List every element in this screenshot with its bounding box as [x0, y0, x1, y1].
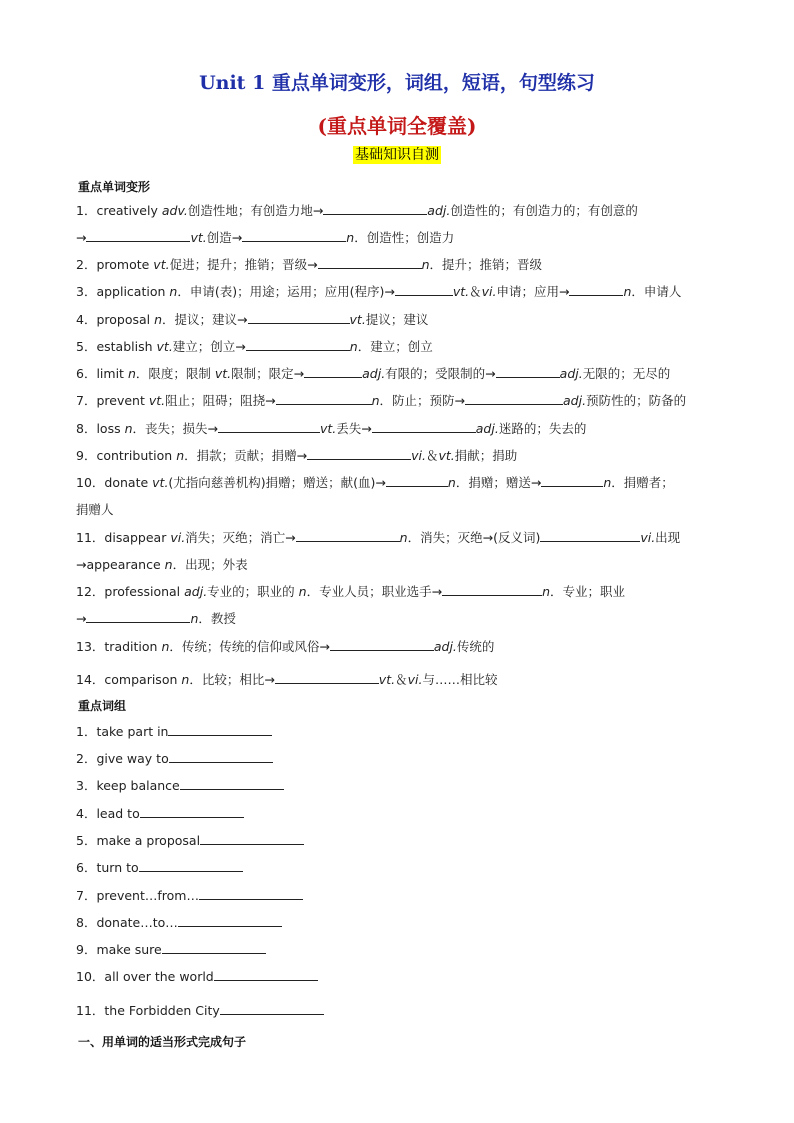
phrase-item [76, 1002, 324, 1020]
answer-blank[interactable] [169, 750, 273, 763]
word-text: 出现 [655, 530, 681, 545]
word-text: ＆ [395, 672, 408, 687]
pos-label: vt. [214, 366, 232, 381]
word-text: 11．disappear [76, 530, 171, 545]
word-item-5 [76, 338, 433, 356]
answer-blank[interactable] [275, 671, 379, 684]
answer-blank[interactable] [540, 529, 640, 542]
answer-blank[interactable] [86, 229, 190, 242]
word-text: ．专业人员；职业选手→ [306, 584, 443, 599]
word-text: 12．professional [76, 584, 185, 599]
phrase-item [76, 859, 243, 877]
pos-label: adj. [475, 421, 499, 436]
word-text: 6．limit [76, 366, 128, 381]
word-item-12-line2 [76, 610, 236, 628]
pos-label: adj. [563, 393, 587, 408]
pos-label: vt. [438, 448, 455, 463]
word-text: ．防止；预防→ [379, 393, 466, 408]
document-title: Unit 1 重点单词变形，词组，短语，句型练习 [199, 72, 595, 94]
pos-label: n [164, 557, 173, 572]
pos-label: adj. [559, 366, 583, 381]
answer-blank[interactable] [200, 832, 304, 845]
word-text: 有限的；受限制的→ [385, 366, 496, 381]
phrase-item [76, 968, 318, 986]
pos-label: vt. [153, 257, 170, 272]
word-text: ．专业；职业 [550, 584, 626, 599]
answer-blank[interactable] [307, 447, 411, 460]
word-text: 促进；提升；推销；晋级→ [169, 257, 318, 272]
word-text: 3．application [76, 284, 170, 299]
word-item-4 [76, 311, 428, 329]
pos-label: n [298, 584, 307, 599]
phrase-text: 8．donate…to… [76, 915, 178, 930]
pos-label: vt. [190, 230, 207, 245]
self-test-badge [0, 144, 794, 164]
document-subtitle: (重点单词全覆盖) [317, 114, 477, 138]
pos-label: vi. [170, 530, 186, 545]
pos-label: vt. [320, 421, 337, 436]
phrase-item [76, 805, 244, 823]
word-text: 8．loss [76, 421, 125, 436]
word-text: ．丧失；损失→ [132, 421, 218, 436]
word-item-9 [76, 447, 517, 465]
word-text: ．提升；推销；晋级 [429, 257, 543, 272]
word-text: 1．creatively [76, 203, 162, 218]
word-text: →appearance [76, 557, 165, 572]
word-text: ．申请(表)；用途；运用；应用(程序)→ [177, 284, 395, 299]
answer-blank[interactable] [214, 968, 318, 981]
word-text: 2．promote [76, 257, 154, 272]
phrase-item [76, 750, 273, 768]
phrase-text: 1．take part in [76, 724, 169, 739]
pos-label: n [542, 584, 551, 599]
word-text: 消失；灭绝；消亡→ [185, 530, 296, 545]
answer-blank[interactable] [372, 420, 476, 433]
word-text: 7．prevent [76, 393, 149, 408]
word-item-13 [76, 638, 494, 656]
word-item-10-line2 [76, 501, 114, 519]
word-text: 创造→ [206, 230, 243, 245]
word-item-1-line1 [76, 202, 638, 220]
answer-blank[interactable] [304, 365, 362, 378]
word-text: 建立；创立→ [172, 339, 246, 354]
word-text: 专业的；职业的 [207, 584, 299, 599]
answer-blank[interactable] [318, 256, 422, 269]
word-text: 捐赠人 [76, 502, 114, 517]
phrase-item [76, 914, 282, 932]
pos-label: adj. [184, 584, 208, 599]
word-text: 9．contribution [76, 448, 177, 463]
word-text: ．比较；相比→ [189, 672, 275, 687]
pos-label: adj. [427, 203, 451, 218]
pos-label: n [127, 366, 136, 381]
answer-blank[interactable] [199, 887, 303, 900]
word-text: 4．proposal [76, 312, 155, 327]
pos-label: vi. [411, 448, 426, 463]
phrase-text: 7．prevent…from… [76, 888, 199, 903]
word-text: ．建立；创立 [357, 339, 433, 354]
pos-label: n [190, 611, 199, 626]
word-text: 与……相比较 [422, 672, 498, 687]
word-text: ．捐赠；赠送→ [455, 475, 542, 490]
word-text: 创造性地；有创造力地→ [187, 203, 324, 218]
word-item-10-line1 [76, 474, 674, 492]
answer-blank[interactable] [496, 365, 560, 378]
answer-blank[interactable] [386, 474, 448, 487]
answer-blank[interactable] [168, 723, 272, 736]
pos-label: n [161, 639, 170, 654]
word-item-12-line1 [76, 583, 625, 601]
answer-blank[interactable] [220, 1002, 324, 1015]
word-item-7 [76, 392, 686, 410]
word-text: → [76, 230, 87, 245]
pos-label: vt. [156, 339, 173, 354]
word-item-6 [76, 365, 670, 383]
word-text: 预防性的；防备的 [586, 393, 687, 408]
word-text: ．传统；传统的信仰或风俗→ [169, 639, 330, 654]
answer-blank[interactable] [442, 583, 542, 596]
phrase-text: 4．lead to [76, 806, 140, 821]
answer-blank[interactable] [465, 392, 563, 405]
word-text: 迷路的；失去的 [498, 421, 587, 436]
word-text: 捐献；捐助 [454, 448, 518, 463]
pos-label: n [623, 284, 632, 299]
answer-blank[interactable] [323, 202, 427, 215]
answer-blank[interactable] [139, 859, 243, 872]
word-text: ．捐款；贡献；捐赠→ [184, 448, 308, 463]
word-text: 14．comparison [76, 672, 182, 687]
pos-label: n [176, 448, 185, 463]
word-text: 10．donate [76, 475, 153, 490]
pos-label: vi. [481, 284, 497, 299]
answer-blank[interactable] [140, 805, 244, 818]
section-heading-exercise: 一、用单词的适当形式完成句子 [78, 1035, 247, 1049]
pos-label: adj. [362, 366, 386, 381]
word-text: 13．tradition [76, 639, 162, 654]
word-item-14 [76, 671, 497, 689]
word-item-3 [76, 283, 681, 301]
word-text: 申请；应用→ [496, 284, 570, 299]
phrase-text: 6．turn to [76, 860, 139, 875]
phrase-text: 2．give way to [76, 751, 169, 766]
pos-label: vi. [407, 672, 423, 687]
word-text: ．申请人 [631, 284, 682, 299]
phrase-item [76, 887, 303, 905]
word-item-11-line2 [76, 556, 248, 574]
word-item-1-line2 [76, 229, 454, 247]
answer-blank[interactable] [246, 338, 350, 351]
word-item-11-line1 [76, 529, 680, 547]
answer-blank[interactable] [395, 283, 453, 296]
pos-label: n [124, 421, 133, 436]
word-text: 阻止；阻碍；阻挠→ [165, 393, 276, 408]
answer-blank[interactable] [569, 283, 623, 296]
phrase-text: 11．the Forbidden City [76, 1003, 220, 1018]
phrase-item [76, 941, 266, 959]
word-text: ．限度；限制 [135, 366, 215, 381]
phrase-item [76, 777, 284, 795]
pos-label: n [603, 475, 612, 490]
word-text: 限制；限定→ [231, 366, 305, 381]
answer-blank[interactable] [86, 610, 190, 623]
word-text: ．出现；外表 [172, 557, 248, 572]
word-text: ．教授 [198, 611, 236, 626]
answer-blank[interactable] [162, 941, 266, 954]
word-item-2 [76, 256, 542, 274]
word-text: 创造性的；有创造力的；有创意的 [450, 203, 638, 218]
pos-label: vt. [452, 284, 470, 299]
pos-label: n [447, 475, 456, 490]
word-text: 5．establish [76, 339, 157, 354]
word-text: ．提议；建议→ [162, 312, 248, 327]
word-text: ．捐赠者； [611, 475, 674, 490]
word-item-8 [76, 420, 586, 438]
pos-label: n [399, 530, 408, 545]
word-text: ＆ [425, 448, 439, 463]
word-text: (尤指向慈善机构)捐赠；赠送；献(血)→ [168, 475, 386, 490]
answer-blank[interactable] [541, 474, 603, 487]
pos-label: n [154, 312, 163, 327]
pos-label: vt. [148, 393, 166, 408]
phrase-text: 3．keep balance [76, 778, 180, 793]
answer-blank[interactable] [242, 229, 346, 242]
answer-blank[interactable] [296, 529, 400, 542]
word-text: ．消失；灭绝→(反义词) [407, 530, 541, 545]
pos-label: n [421, 257, 430, 272]
word-text: ．创造性；创造力 [354, 230, 455, 245]
phrase-text: 5．make a proposal [76, 833, 201, 848]
answer-blank[interactable] [178, 914, 282, 927]
word-text: 丢失→ [336, 421, 372, 436]
answer-blank[interactable] [330, 638, 434, 651]
answer-blank[interactable] [218, 420, 320, 433]
pos-label: n [349, 339, 358, 354]
phrase-text: 9．make sure [76, 942, 162, 957]
pos-label: adj. [433, 639, 457, 654]
word-text: ＆ [469, 284, 482, 299]
phrase-item [76, 723, 272, 741]
word-text: 传统的 [456, 639, 495, 654]
section-heading-phrases: 重点词组 [78, 699, 127, 713]
word-text: 无限的；无尽的 [582, 366, 671, 381]
answer-blank[interactable] [180, 777, 284, 790]
pos-label: vt. [378, 672, 396, 687]
self-test-badge-label: 基础知识自测 [355, 147, 439, 163]
pos-label: adv. [161, 203, 188, 218]
section-heading-words: 重点单词变形 [78, 180, 151, 194]
pos-label: n [371, 393, 380, 408]
pos-label: n [181, 672, 190, 687]
pos-label: n [346, 230, 355, 245]
pos-label: vt. [349, 312, 366, 327]
word-text: → [76, 611, 87, 626]
pos-label: vt. [152, 475, 169, 490]
phrase-item [76, 832, 304, 850]
pos-label: vi. [640, 530, 656, 545]
answer-blank[interactable] [276, 392, 372, 405]
pos-label: n [169, 284, 178, 299]
answer-blank[interactable] [248, 311, 350, 324]
phrase-text: 10．all over the world [76, 969, 214, 984]
word-text: 提议；建议 [365, 312, 429, 327]
